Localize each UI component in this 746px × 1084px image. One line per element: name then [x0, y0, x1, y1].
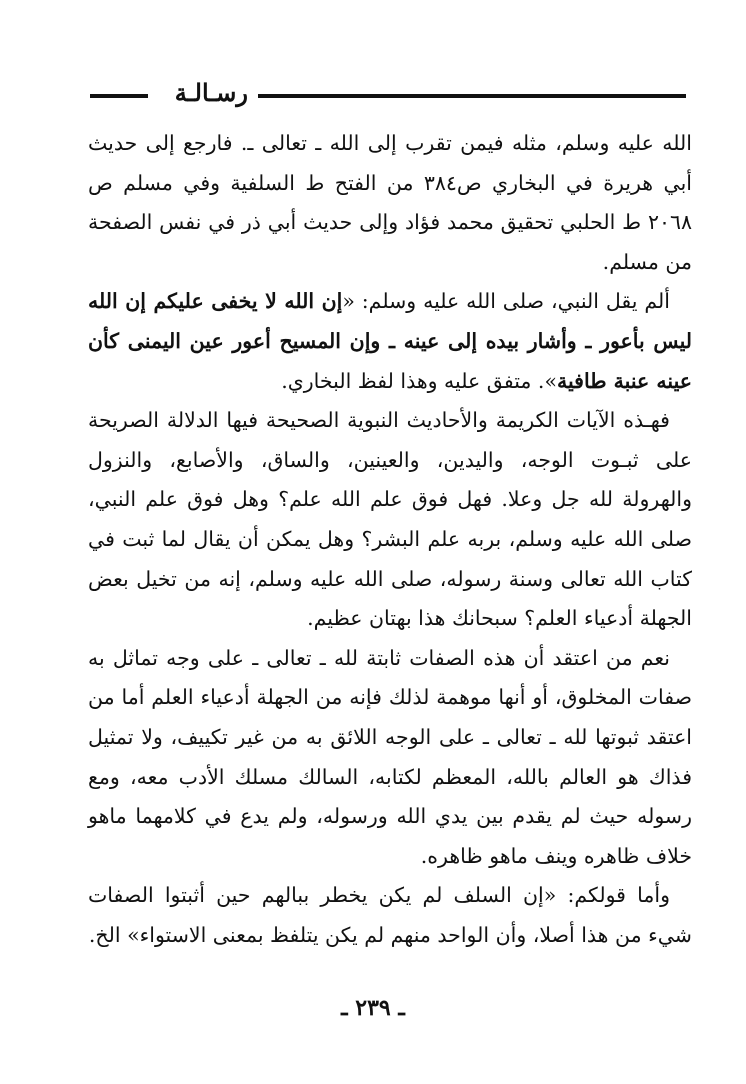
paragraph-5-text: وأما قولكم: «إن السلف لم يكن يخطر ببالهم حين أثبتوا الصفات شيء من هذا أصلا، وأن الواحد منهم لم يكن يتلفظ بمعنى الاستواء» الخ.	[88, 883, 692, 947]
header-title: رسـالـة	[174, 78, 248, 107]
hadith-quote: إن الله لا يخفى عليكم إن الله ليس بأعور ـ وأشار بيده إلى عينه ـ وإن المسيح أعور عين اليمنى كأن عينه عنبة طافية	[88, 289, 692, 393]
page-header	[90, 78, 686, 112]
header-rule-long	[258, 94, 686, 98]
page-number: ـ ٢٣٩ ـ	[341, 995, 405, 1021]
paragraph-2-text-start: ألم يقل النبي، صلى الله عليه وسلم: «	[342, 289, 670, 314]
paragraph-3	[88, 401, 692, 639]
paragraph-1	[88, 124, 692, 282]
paragraph-2	[88, 282, 692, 401]
paragraph-3-text: فهـذه الآيات الكريمة والأحاديث النبوية الصحيحة فيها الدلالة الصريحة على ثبـوت الوجه، واليدين، والعينين، والساق، والأصابع، والنزول والهرولة لله جل وعلا. فهل فوق علم الله علم؟ وهل فوق علم النبي، صلى الله عليه وسلم، بربه علم البشر؟ وهل يمكن أن يقال لما ثبت في كتاب الله تعالى وسنة رسوله، صلى الله عليه وسلم، إنه من تخيل بعض الجهلة أدعياء العلم؟ سبحانك هذا بهتان عظيم.	[88, 408, 692, 631]
body-text	[88, 124, 692, 955]
paragraph-4	[88, 639, 692, 877]
header-rule-short	[90, 94, 148, 98]
paragraph-1-text: الله عليه وسلم، مثله فيمن تقرب إلى الله ـ تعالى ـ. فارجع إلى حديث أبي هريرة في البخاري ص٣٨٤ من الفتح ط السلفية وفي مسلم ص ٢٠٦٨ ط الحلبي تحقيق محمد فؤاد وإلى حديث أبي ذر في نفس الصفحة من مسلم.	[88, 131, 692, 274]
paragraph-2-text-end: ». متفق عليه وهذا لفظ البخاري.	[281, 368, 557, 393]
paragraph-5	[88, 876, 692, 955]
paragraph-4-text: نعم من اعتقد أن هذه الصفات ثابتة لله ـ تعالى ـ على وجه تماثل به صفات المخلوق، أو أنها موهمة لذلك فإنه من الجهلة أدعياء العلم أما من اعتقد ثبوتها لله ـ تعالى ـ على الوجه اللائق به من غير تكييف، ولا تمثيل فذاك هو العالم بالله، المعظم لكتابه، السالك مسلك الأدب معه، ومع رسوله حيث لم يقدم بين يدي الله ورسوله، ولم يدع في كلامهما ماهو خلاف ظاهره وينف ماهو ظاهره.	[88, 645, 692, 868]
